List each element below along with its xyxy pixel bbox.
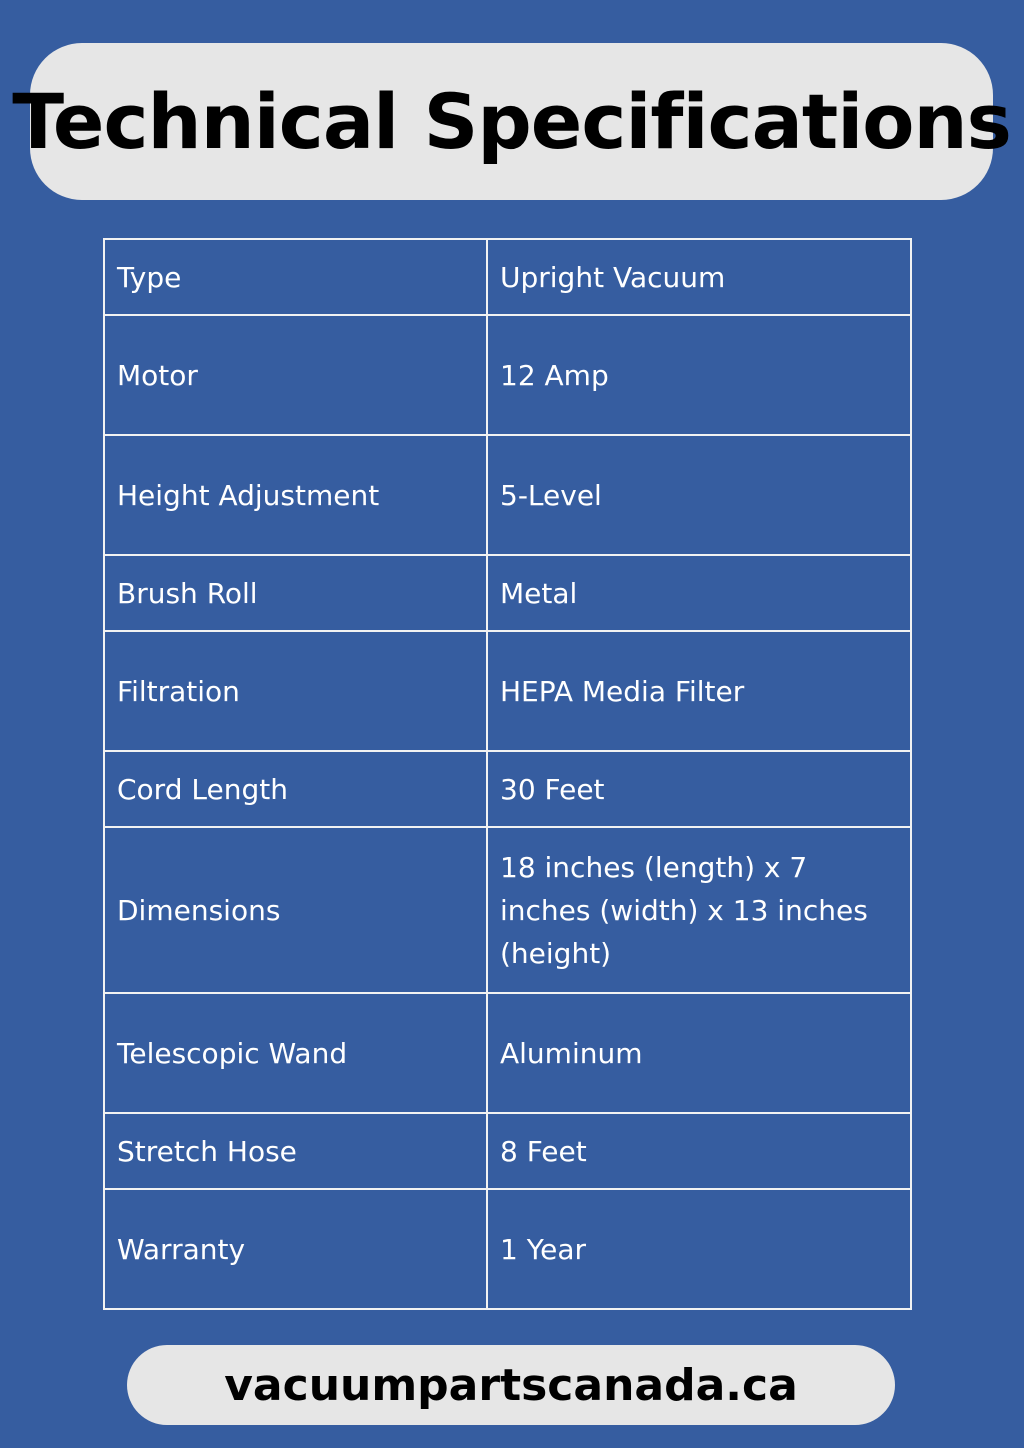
table-row	[104, 631, 911, 751]
table-row	[104, 315, 911, 435]
spec-value: 18 inches (length) x 7 inches (width) x 13 inches (height)	[487, 827, 911, 993]
spec-value: Metal	[487, 555, 911, 631]
spec-value: 30 Feet	[487, 751, 911, 827]
spec-value: 8 Feet	[487, 1113, 911, 1189]
table-row	[104, 751, 911, 827]
spec-value: 5-Level	[487, 435, 911, 555]
table-row	[104, 827, 911, 993]
spec-label: Dimensions	[104, 827, 487, 993]
spec-value: Upright Vacuum	[487, 239, 911, 315]
spec-label: Filtration	[104, 631, 487, 751]
spec-value: Aluminum	[487, 993, 911, 1113]
spec-label: Cord Length	[104, 751, 487, 827]
footer-banner	[127, 1345, 895, 1425]
spec-label: Stretch Hose	[104, 1113, 487, 1189]
page-title: Technical Specifications	[12, 77, 1011, 166]
table-row	[104, 555, 911, 631]
website-url: vacuumpartscanada.ca	[224, 1359, 798, 1411]
spec-value: 12 Amp	[487, 315, 911, 435]
spec-value: 1 Year	[487, 1189, 911, 1309]
spec-label: Type	[104, 239, 487, 315]
spec-label: Brush Roll	[104, 555, 487, 631]
spec-value: HEPA Media Filter	[487, 631, 911, 751]
specifications-table	[103, 238, 912, 1310]
spec-label: Warranty	[104, 1189, 487, 1309]
table-row	[104, 993, 911, 1113]
spec-label: Height Adjustment	[104, 435, 487, 555]
table-row	[104, 1189, 911, 1309]
table-row	[104, 1113, 911, 1189]
title-banner	[12, 43, 1011, 200]
table-row	[104, 435, 911, 555]
spec-label: Telescopic Wand	[104, 993, 487, 1113]
table-row	[104, 239, 911, 315]
spec-label: Motor	[104, 315, 487, 435]
